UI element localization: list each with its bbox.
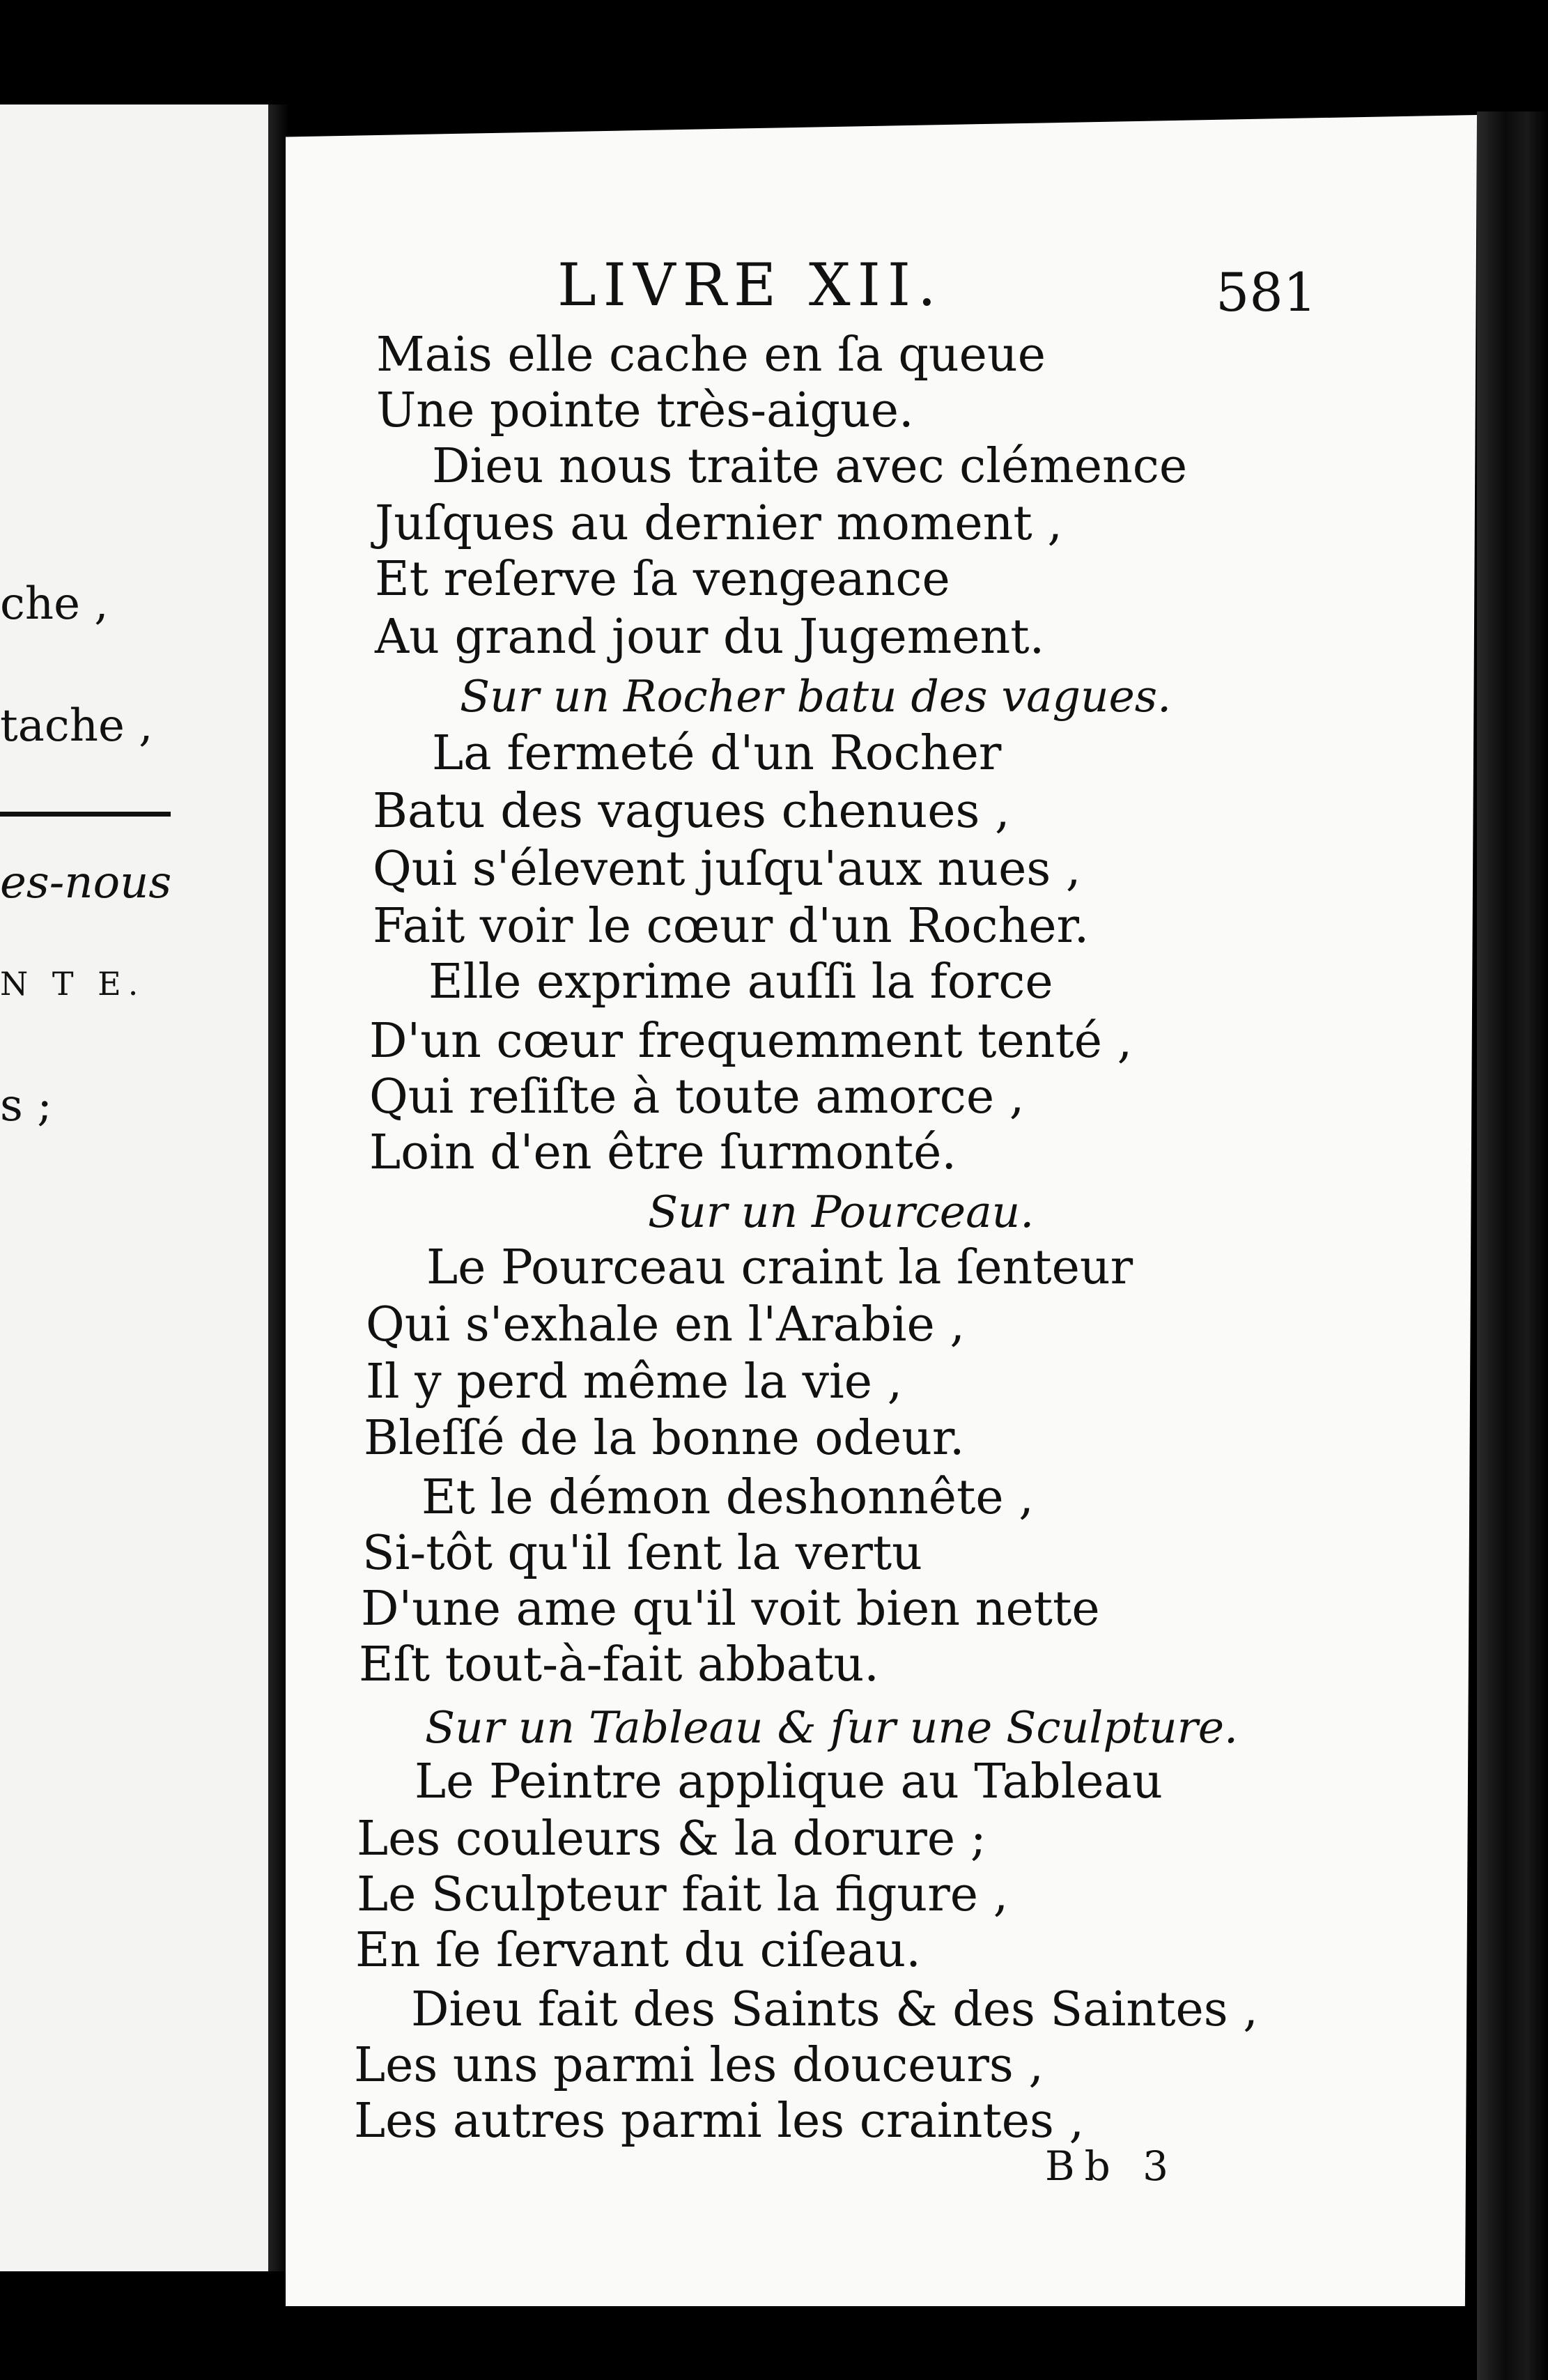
verse-line: Les autres parmi les craintes ,	[354, 2094, 1085, 2149]
facing-page-fragment: s ;	[0, 1080, 52, 1131]
verse-line: Batu des vagues chenues ,	[373, 784, 1010, 839]
verse-line: Juſques au dernier moment ,	[375, 496, 1062, 551]
verse-line: Et reſerve ſa vengeance	[375, 552, 950, 607]
verse-line: Dieu nous traite avec clémence	[432, 439, 1188, 494]
verse-line: Il y perd même la vie ,	[366, 1354, 903, 1409]
verse-line: Qui s'élevent juſqu'aux nues ,	[373, 842, 1081, 897]
verse-line: Qui s'exhale en l'Arabie ,	[366, 1297, 966, 1352]
facing-page-rule	[0, 812, 171, 817]
verse-line: Qui reſiſte à toute amorce ,	[369, 1069, 1025, 1125]
verse-line: Eſt tout-à-fait abbatu.	[359, 1637, 879, 1692]
verse-line: Et le démon deshonnête ,	[421, 1470, 1034, 1525]
verse-line: Fait voir le cœur d'un Rocher.	[373, 899, 1090, 954]
verse-line: Le Pourceau craint la ſenteur	[426, 1240, 1133, 1295]
verse-line: Bleſſé de la bonne odeur.	[364, 1411, 965, 1466]
signature-mark: Bb 3	[1045, 2142, 1179, 2190]
verse-line: D'une ame qu'il voit bien nette	[361, 1582, 1100, 1637]
verse-line: Elle exprime auſſi la force	[428, 955, 1053, 1010]
verse-line: Les uns parmi les douceurs ,	[354, 2038, 1044, 2093]
verse-line: Une pointe très-aigue.	[376, 383, 914, 438]
facing-page-fragment: che ,	[0, 578, 109, 630]
verse-line: Le Peintre applique au Tableau	[415, 1754, 1163, 1809]
page-edge	[1477, 111, 1548, 2380]
section-heading: Sur un Rocher batu des vagues.	[460, 671, 1172, 722]
verse-line: Le Sculpteur fait la figure ,	[357, 1867, 1009, 1922]
section-heading: Sur un Pourceau.	[648, 1187, 1035, 1237]
facing-page-fragment: N T E.	[0, 965, 146, 1003]
verse-line: Si-tôt qu'il ſent la vertu	[362, 1526, 922, 1581]
verse-line: D'un cœur frequemment tenté ,	[369, 1014, 1133, 1069]
verse-line: Au grand jour du Jugement.	[375, 610, 1045, 665]
verse-line: La fermeté d'un Rocher	[432, 726, 1002, 781]
verse-line: Loin d'en être ſurmonté.	[369, 1125, 957, 1180]
facing-page-fragment: es-nous	[0, 857, 172, 909]
verse-line: Dieu fait des Saints & des Saintes ,	[411, 1982, 1258, 2037]
running-head: LIVRE XII.	[557, 251, 943, 319]
verse-line: Mais elle cache en ſa queue	[376, 327, 1046, 382]
section-heading: Sur un Tableau & ſur une Sculpture.	[425, 1702, 1239, 1753]
facing-page	[0, 105, 268, 2271]
verse-line: En ſe ſervant du ciſeau.	[355, 1923, 921, 1978]
facing-page-fragment: tache ,	[0, 700, 153, 752]
verse-line: Les couleurs & la dorure ;	[357, 1811, 986, 1867]
page-number: 581	[1216, 261, 1317, 323]
